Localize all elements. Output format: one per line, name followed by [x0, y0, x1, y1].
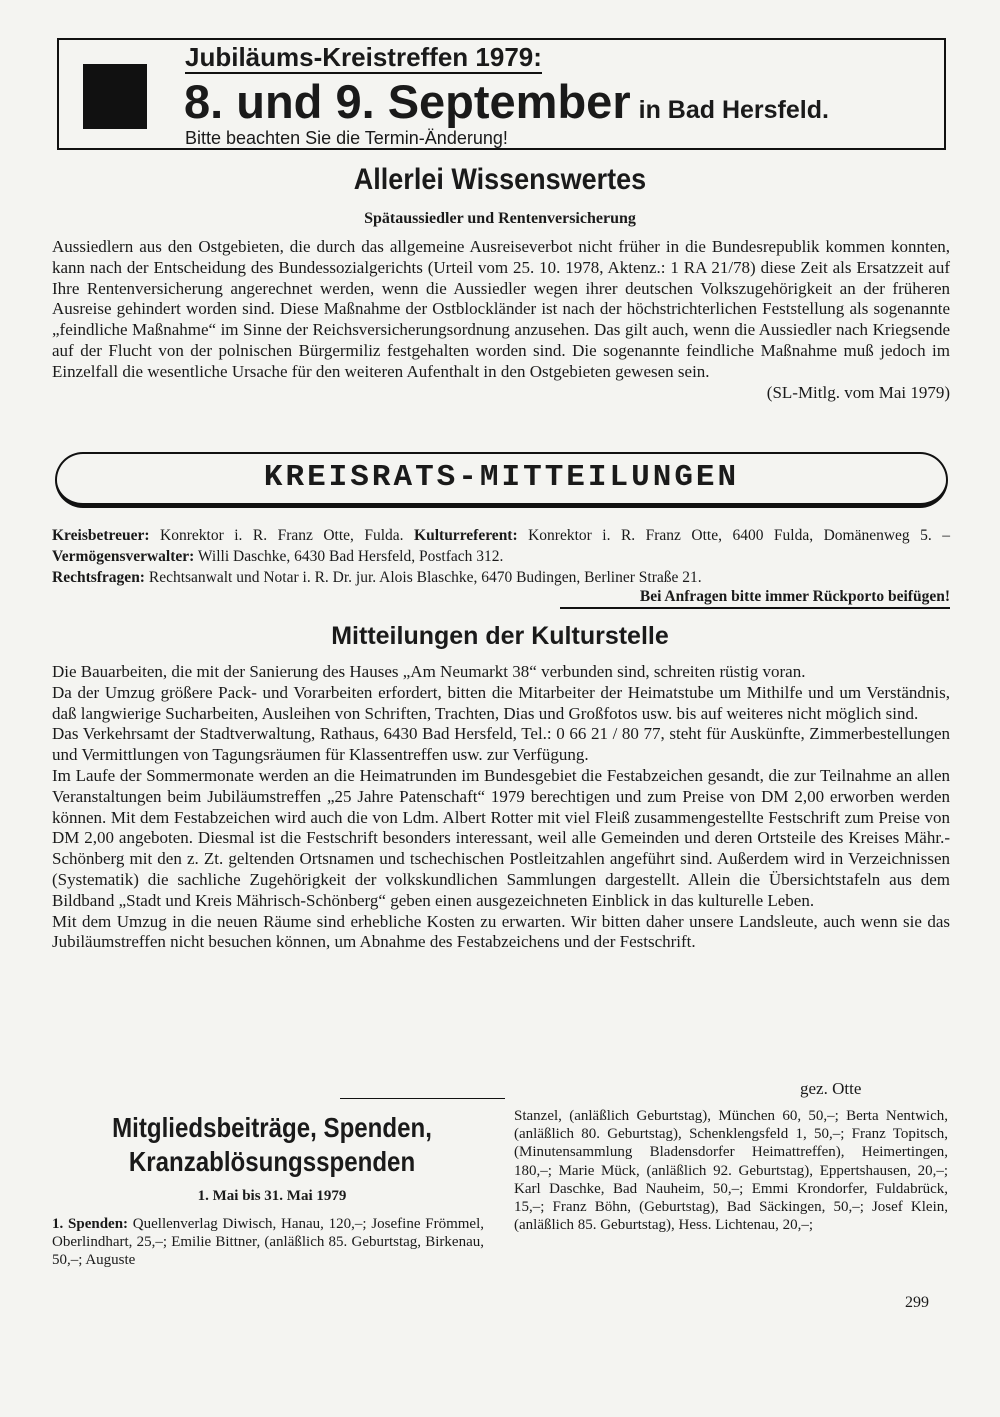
announcement-date-big: 8. und 9. September — [184, 75, 631, 128]
wissenswertes-source: (SL-Mitlg. vom Mai 1979) — [766, 382, 950, 402]
announcement-line1: Jubiläums-Kreistreffen 1979: — [185, 42, 542, 72]
announcement-box — [57, 38, 946, 150]
announcement-date — [184, 76, 829, 136]
kultur-paragraph-2: Da der Umzug größere Pack- und Vorarbeiten erfordert, bitten die Mitarbeiter der Heimatstube um Mithilfe und um Verständnis, daß langwierige Sucharbeiten, Ausleihen von Schriften, Trachten, Dias und Großfotos usw. bis auf weiteres nicht möglich sind. — [52, 682, 950, 723]
kultur-paragraph-4: Im Laufe der Sommermonate werden an die Heimatrunden im Bundesgebiet die Festabzeichen gesandt, die zur Teilnahme an allen Veranstaltungen beim Jubiläumstreffen „25 Jahre Patenschaft“ 1979 berechtigen und zum Preise von DM 2,00 erworben werden können. Mit dem Festabzeichen wird auch die von Ldm. Albert Rotter mit viel Fleiß zusammengestellte Festschrift zum Preise von DM 2,00 angeboten. Diesmal ist die Festschrift besonders interessant, weil alle Gemeinden und deren Ortsteile des Kreises Mähr.-Schönberg mit den z. Zt. geltenden Ortsnamen und tschechischen Postleitzahlen angeführt sind. Außerdem wird in Verzeichnissen (Systematik) die sachliche Zugehörigkeit der volkskundlichen Sammlungen dargestellt. Allein die Übersichtstafeln aus dem Bildband „Stadt und Kreis Mährisch-Schönberg“ geben einen ausgezeichneten Einblick in das kulturelle Leben. — [52, 765, 950, 910]
kreisrat-info — [52, 525, 950, 588]
kreisrat-banner-title: KREISRATS-MITTEILUNGEN — [263, 460, 740, 495]
announcement-place: in Bad Hersfeld. — [638, 96, 829, 124]
kultur-signature: gez. Otte — [800, 1079, 862, 1098]
black-square-marker — [83, 64, 147, 129]
wissenswertes-title: Allerlei Wissenswertes — [353, 163, 647, 196]
kulturreferent-text: Konrektor i. R. Franz Otte, 6400 Fulda, Domänenweg 5. – — [517, 527, 950, 544]
wissenswertes-paragraph: Aussiedlern aus den Ostgebieten, die durch das allgemeine Ausreiseverbot nicht früher in die Bundesrepublik kommen konnten, kann nach der Entscheidung des Bundessozialgerichts (Urteil vom 25. 10. 1978, Aktenz.: 1 RA 21/78) diese Zeit als Ersatzzeit auf Ihre Rentenversicherung angerechnet werden, wenn die Aussiedler wegen ihrer deutschen Volkszugehörigkeit an der früheren Ausreise gehindert worden sind. Diese Maßnahme der Ostblockländer ist nach der höchstrichterlichen Feststellung als sogenannte „feindliche Maßnahme“ im Sinne der Reichsversicherungsordnung anzusehen. Das gilt auch, wenn die Aussiedler nach Kriegsende auf der Flucht von der polnischen Bürgermiliz festgehalten worden sind. Die sogenannte feindliche Maßnahme muß jedoch im Einzelfall die wesentliche Ursache für den weiteren Aufenthalt in den Ostgebieten gewesen sein. — [52, 237, 950, 381]
spenden-period: 1. Mai bis 31. Mai 1979 — [197, 1188, 347, 1204]
kreisbetreuer-label: Kreisbetreuer: — [52, 527, 150, 544]
spenden-left-text: Quellenverlag Diwisch, Hanau, 120,–; Josefine Frömmel, Oberlindhart, 25,–; Emilie Bittner, (anläßlich 85. Geburtstag, Birkenau, 50,–; Auguste — [52, 1216, 484, 1269]
kultur-body — [52, 662, 950, 953]
vermoegensverwalter-label: Vermögensverwalter: — [52, 548, 195, 565]
kreisbetreuer-text: Konrektor i. R. Franz Otte, Fulda. — [149, 527, 415, 544]
spenden-left-column — [52, 1215, 484, 1270]
kultur-paragraph-1: Die Bauarbeiten, die mit der Sanierung des Hauses „Am Neumarkt 38“ verbunden sind, schreiten rüstig voran. — [52, 662, 806, 681]
rechtsfragen-text: Rechtsanwalt und Notar i. R. Dr. jur. Alois Blaschke, 6470 Budingen, Berliner Straße 21. — [144, 569, 702, 586]
kultur-title: Mitteilungen der Kulturstelle — [331, 622, 669, 650]
kultur-paragraph-3: Das Verkehrsamt der Stadtverwaltung, Rathaus, 6430 Bad Hersfeld, Tel.: 0 66 21 / 80 77, steht für Auskünfte, Zimmerbestellungen und Vermittlungen von Tagungsräumen für Klassentreffen usw. zur Verfügung. — [52, 724, 950, 765]
vermoegensverwalter-text: Willi Daschke, 6430 Bad Hersfeld, Postfach 312. — [194, 548, 504, 565]
spenden-title-2: Kranzablösungsspenden — [128, 1146, 416, 1177]
spenden-label: 1. Spenden: — [52, 1216, 129, 1232]
kreisrat-banner — [55, 452, 948, 508]
rechtsfragen-label: Rechtsfragen: — [52, 569, 145, 586]
wissenswertes-body — [52, 237, 950, 403]
page-number: 299 — [905, 1294, 929, 1311]
divider-line — [340, 1098, 505, 1099]
wissenswertes-subtitle: Spätaussiedler und Rentenversicherung — [364, 210, 636, 227]
announcement-note: Bitte beachten Sie die Termin-Änderung! — [185, 128, 508, 148]
spenden-right-column: Stanzel, (anläßlich Geburtstag), München 60, 50,–; Berta Nentwich, (anläßlich 80. Geburtstag), Schenklengsfeld 1, 50,–; Franz Topitsch, (Minutensammlung Bladensdorfer Heimattreffen), Heimertingen, 180,–; Marie Mück, (anläßlich 92. Geburtstag), Eppertshausen, 20,–; Karl Daschke, Bad Nauheim, 50,–; Emmi Krondorfer, Fuldabrück, 15,–; Franz Böhn, (Geburtstag), Bad Säckingen, 50,–; Josef Klein, (anläßlich 85. Geburtstag), Hess. Lichtenau, 20,–; — [514, 1108, 948, 1234]
rueckporto-note: Bei Anfragen bitte immer Rückporto beifügen! — [560, 588, 950, 609]
spenden-title-1: Mitgliedsbeiträge, Spenden, — [112, 1112, 432, 1143]
kultur-paragraph-5: Mit dem Umzug in die neuen Räume sind erhebliche Kosten zu erwarten. Wir bitten daher unsere Landsleute, auch wenn sie das Jubiläumstreffen nicht besuchen können, um Abnahme des Festabzeichens und der Festschrift. — [52, 911, 950, 952]
kulturreferent-label: Kulturreferent: — [414, 527, 518, 544]
